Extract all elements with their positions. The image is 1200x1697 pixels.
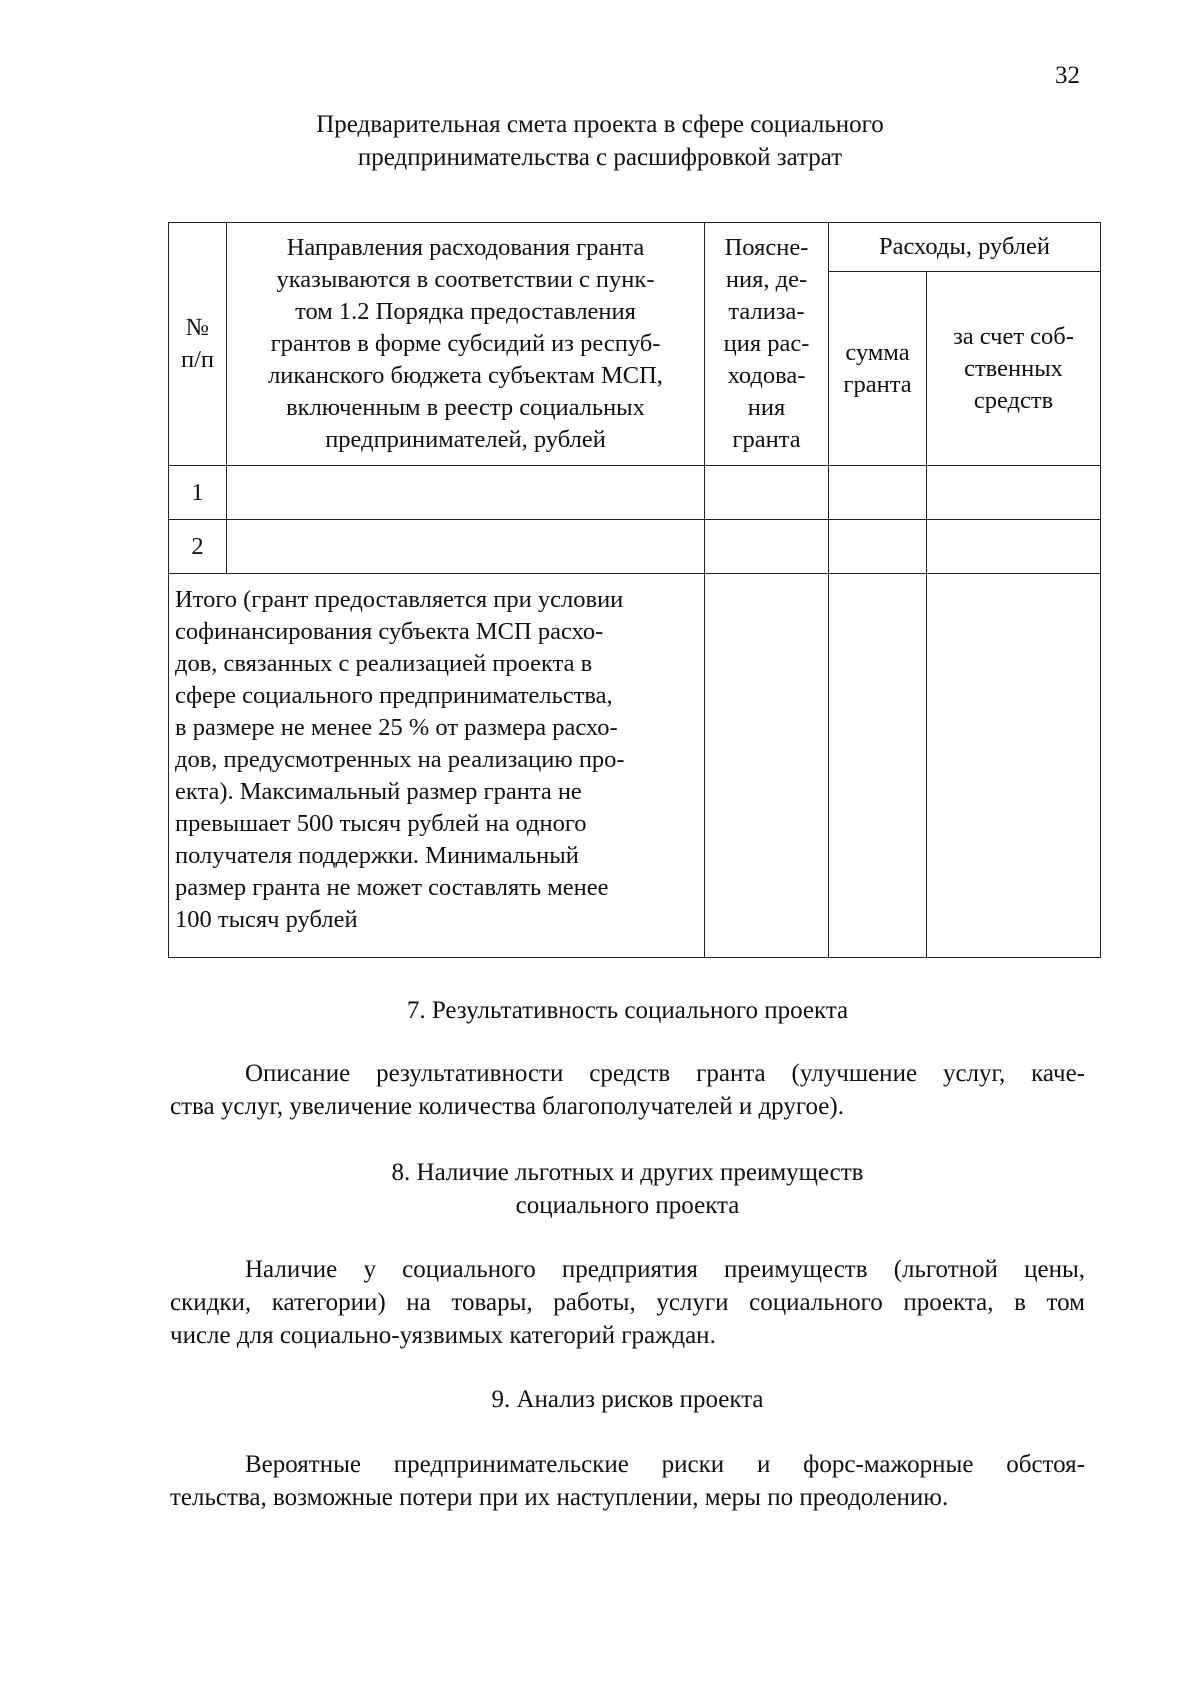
total-text-line: превышает 500 тысяч рублей на одного (175, 810, 587, 837)
header-cell-own-funds (927, 272, 1101, 466)
paragraph-line: Описание результативности средств гранта (улучшение услуг, каче- (245, 1060, 1085, 1087)
document-title (170, 108, 1030, 174)
header-own-funds-line: ственных (964, 354, 1063, 382)
header-explanation-line: Поясне- (724, 234, 809, 261)
paragraph-line: ства услуг, увеличение количества благополучателей и другое). (170, 1093, 844, 1120)
header-direction-line: указываются в соответствии с пунк- (276, 266, 655, 293)
estimate-table (168, 222, 1101, 958)
page-number: 32 (1055, 62, 1080, 89)
row-own-funds-cell (927, 466, 1101, 520)
row-grant-sum-cell (829, 466, 927, 520)
header-cell-grant-sum (829, 272, 927, 466)
total-explanation-cell (705, 574, 829, 958)
document-title-line: Предварительная смета проекта в сфере социального (316, 111, 884, 138)
row-explanation-cell (705, 520, 829, 574)
table-row (169, 466, 1101, 520)
row-direction-cell (227, 520, 705, 574)
header-direction-line: грантов в форме субсидий из респуб- (270, 330, 661, 357)
paragraph-line: тельства, возможные потери при их наступлении, меры по преодолению. (170, 1484, 949, 1511)
header-cell-number (169, 223, 227, 466)
total-text-line: екта). Максимальный размер гранта не (175, 778, 582, 805)
row-number-cell: 2 (169, 520, 227, 574)
total-text-line: в размере не менее 25 % от размера расхо- (175, 714, 618, 741)
section-8-heading-line: 8. Наличие льготных и других преимуществ (391, 1159, 864, 1186)
section-8-heading-line: социального проекта (515, 1192, 740, 1219)
header-direction-line: предпринимателей, рублей (325, 426, 606, 453)
header-own-funds-line: за счет соб- (953, 322, 1074, 350)
total-text-line: сфере социального предпринимательства, (175, 682, 613, 709)
header-number-abbr: п/п (180, 346, 215, 373)
total-label-cell (169, 574, 705, 958)
section-8-heading (170, 1156, 1085, 1222)
table-header-row (169, 223, 1101, 272)
header-direction-line: том 1.2 Порядка предоставления (295, 298, 636, 325)
total-text-line: Итого (грант предоставляется при условии (175, 586, 624, 613)
section-7-heading: 7. Результативность социального проекта (406, 997, 849, 1024)
paragraph-line: Вероятные предпринимательские риски и форс-мажорные обстоя- (245, 1451, 1085, 1478)
document-title-line: предпринимательства с расшифровкой затрат (357, 144, 843, 171)
section-8-paragraph (170, 1253, 1085, 1352)
total-text-line: размер гранта не может составлять менее (175, 874, 609, 901)
header-cell-explanation (705, 223, 829, 466)
header-number-symbol: № (185, 314, 210, 341)
row-own-funds-cell (927, 520, 1101, 574)
header-direction-line: ликанского бюджета субъектам МСП, (268, 362, 663, 389)
header-grant-sum-line: гранта (843, 370, 912, 398)
row-direction-cell (227, 466, 705, 520)
paragraph-line: числе для социально-уязвимых категорий граждан. (170, 1322, 716, 1349)
row-number-cell: 1 (169, 466, 227, 520)
header-explanation-line: гранта (732, 426, 801, 453)
section-7-paragraph (170, 1057, 1085, 1123)
header-own-funds-line: средств (973, 386, 1054, 414)
header-explanation-line: ходова- (727, 362, 806, 389)
total-text-line: 100 тысяч рублей (175, 906, 358, 933)
header-grant-sum-line: сумма (845, 338, 910, 366)
total-own-funds-cell (927, 574, 1101, 958)
section-9-paragraph (170, 1448, 1085, 1514)
paragraph-line: скидки, категории) на товары, работы, услуги социального проекта, в том (170, 1289, 1085, 1316)
header-explanation-line: ния (747, 394, 786, 421)
row-grant-sum-cell (829, 520, 927, 574)
total-grant-sum-cell (829, 574, 927, 958)
total-text-line: дов, связанных с реализацией проекта в (175, 650, 593, 677)
header-explanation-line: ция рас- (723, 330, 810, 357)
paragraph-line: Наличие у социального предприятия преимуществ (льготной цены, (245, 1256, 1085, 1283)
header-direction-line: Направления расходования гранта (286, 234, 645, 261)
total-text-line: софинансирования субъекта МСП расхо- (175, 618, 604, 645)
row-explanation-cell (705, 466, 829, 520)
header-explanation-line: тализа- (728, 298, 805, 325)
total-text-line: дов, предусмотренных на реализацию про- (175, 746, 625, 773)
table-total-row (169, 574, 1101, 958)
table-row (169, 520, 1101, 574)
header-cell-direction (227, 223, 705, 466)
header-direction-line: включенным в реестр социальных (286, 394, 645, 421)
section-9-heading: 9. Анализ рисков проекта (491, 1386, 764, 1413)
total-text-line: получателя поддержки. Минимальный (175, 842, 579, 869)
header-cell-expenses: Расходы, рублей (829, 223, 1101, 272)
header-explanation-line: ния, де- (725, 266, 808, 293)
